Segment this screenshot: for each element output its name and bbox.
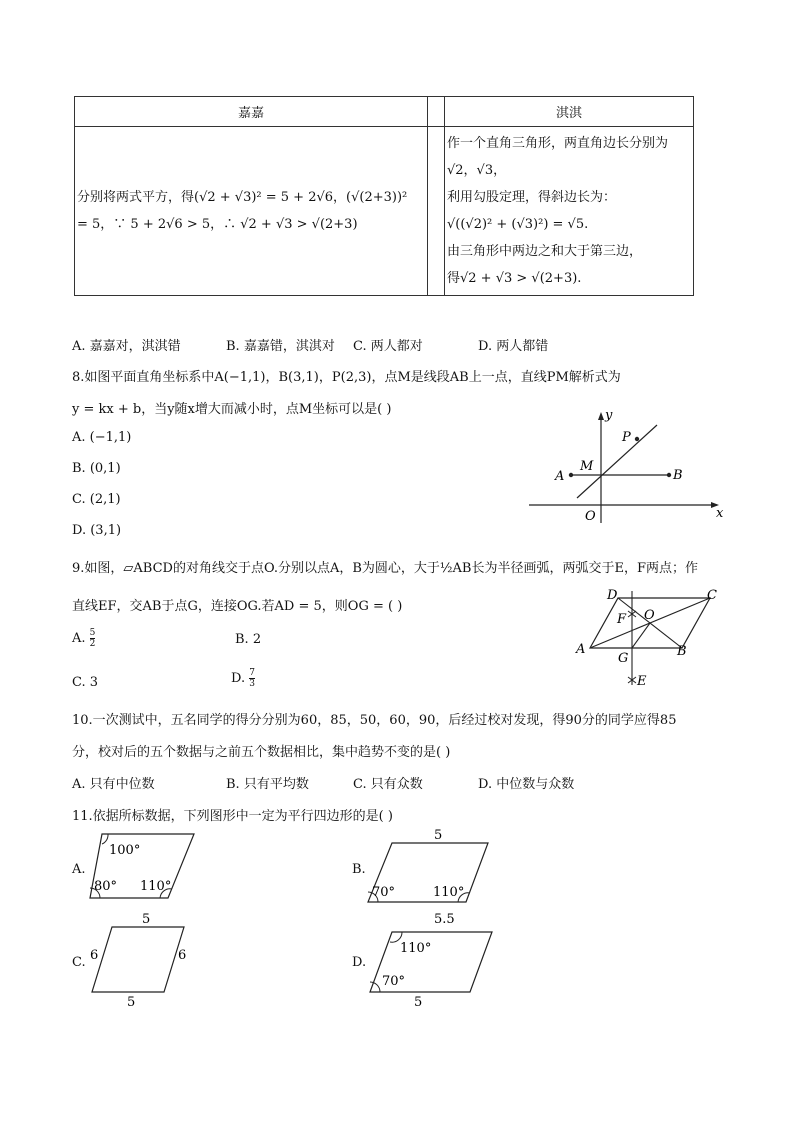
q8-coordinate-figure [525, 405, 730, 525]
q9-parallelogram-figure [570, 585, 720, 691]
jiajia-cell [75, 127, 428, 296]
label-g: G [618, 651, 629, 666]
q7-option-a: A. 嘉嘉对，淇淇错 [72, 339, 181, 354]
q9-option-d [231, 668, 255, 689]
angle-label-70: 70° [372, 885, 396, 900]
angle-arc-a1-icon [102, 834, 108, 844]
side-label-top: 5 [434, 828, 443, 843]
qiqi-line-6: 得√2 + √3 > √(2+3). [447, 271, 582, 286]
q9-option-b: B. 2 [235, 632, 262, 647]
label-x: x [716, 506, 724, 521]
point-p [635, 437, 639, 441]
q9-option-a-fraction [90, 628, 96, 649]
angle-label-100: 100° [109, 843, 141, 858]
q7-option-c: C. 两人都对 [353, 339, 423, 354]
side-label-top: 5 [142, 912, 151, 927]
q9-d-numerator: 7 [249, 668, 255, 678]
angle-label-110: 110° [140, 879, 172, 894]
table-spacer-2 [428, 127, 445, 296]
qiqi-line-1: 作一个直角三角形，两直角边长分别为 [447, 136, 669, 151]
quadrilateral-c [92, 927, 187, 992]
label-b: B [673, 468, 683, 483]
q9-option-d-fraction [249, 668, 255, 689]
label-o: O [585, 509, 596, 524]
jiajia-header: 嘉嘉 [75, 97, 428, 127]
q9-option-c: C. 3 [72, 675, 99, 690]
y-axis-arrow-icon [598, 412, 604, 420]
label-e: E [637, 674, 647, 689]
jiajia-line-2: = 5，∵ 5 + 2√6 > 5，∴ √2 + √3 > √(2+3) [77, 217, 358, 232]
label-o: O [644, 608, 655, 623]
comparison-table [74, 96, 694, 296]
q8-option-a: A. (−1,1) [72, 430, 132, 445]
q11-figure-d [362, 926, 496, 1008]
q8-option-d: D. (3,1) [72, 523, 122, 538]
jiajia-line-1: 分别将两式平方，得(√2 + √3)² = 5 + 2√6，(√(2+3))² [77, 190, 408, 205]
label-y: y [605, 408, 613, 423]
label-c: C [707, 588, 717, 603]
q8-option-c: C. (2,1) [72, 492, 121, 507]
q9-d-denominator: 3 [249, 679, 255, 689]
label-a: A [555, 469, 565, 484]
q8-option-b: B. (0,1) [72, 461, 121, 476]
side-label-bottom: 5.5 [434, 912, 455, 927]
label-a: A [576, 642, 586, 657]
label-f: F [617, 612, 627, 627]
side-label-bottom: 5 [127, 995, 136, 1010]
q7-option-b: B. 嘉嘉错，淇淇对 [226, 339, 335, 354]
q9-option-d-prefix: D. [231, 671, 246, 686]
q9-stem-line-2: 直线EF，交AB于点G，连接OG.若AD = 5，则OG = ( ) [72, 599, 403, 614]
q11-stem: 11.依据所标数据，下列图形中一定为平行四边形的是( ) [72, 809, 393, 824]
q11-option-a-label: A. [72, 862, 86, 877]
label-b: B [677, 644, 687, 659]
q9-option-a [72, 628, 95, 649]
label-d: D [607, 588, 618, 603]
angle-label-70: 70° [382, 974, 406, 989]
q10-option-d: D. 中位数与众数 [478, 777, 575, 792]
q9-option-a-prefix: A. [72, 631, 86, 646]
q11-option-c-label: C. [72, 955, 86, 970]
side-label-right: 6 [178, 948, 187, 963]
q10-option-a: A. 只有中位数 [72, 777, 155, 792]
qiqi-line-5: 由三角形中两边之和大于第三边， [447, 244, 643, 259]
q10-option-c: C. 只有众数 [353, 777, 423, 792]
angle-label-80: 80° [94, 879, 118, 894]
angle-label-110: 110° [433, 885, 465, 900]
q11-option-d-label: D. [352, 955, 367, 970]
q10-option-b: B. 只有平均数 [226, 777, 309, 792]
q11-figure-c [84, 910, 200, 1010]
point-b [667, 473, 671, 477]
point-a [569, 473, 573, 477]
q9-a-denominator: 2 [89, 639, 96, 649]
qiqi-line-3: 利用勾股定理，得斜边长为： [447, 190, 617, 205]
q9-stem-line-1: 9.如图，▱ABCD的对角线交于点O.分别以点A，B为圆心，大于½AB长为半径画弧，两弧交于E，F两点；作 [72, 561, 698, 576]
q10-stem-line-1: 10.一次测试中，五名同学的得分分别为60，85，50，60，90，后经过校对发现，得90分的同学应得85 [72, 713, 677, 728]
q8-stem-line-1: 8.如图平面直角坐标系中A(−1,1)，B(3,1)，P(2,3)，点M是线段AB上一点，直线PM解析式为 [72, 370, 621, 385]
label-m: M [580, 459, 594, 474]
label-p: P [622, 430, 631, 445]
qiqi-line-4: √((√2)² + (√3)²) = √5. [447, 217, 589, 232]
q11-option-b-label: B. [352, 862, 366, 877]
qiqi-header: 淇淇 [445, 97, 694, 127]
angle-label-110: 110° [400, 941, 432, 956]
q7-option-d: D. 两人都错 [478, 339, 549, 354]
q11-figure-b [362, 826, 496, 930]
q10-stem-line-2: 分，校对后的五个数据与之前五个数据相比，集中趋势不变的是( ) [72, 745, 451, 760]
side-label-bottom: 5 [414, 995, 423, 1008]
qiqi-cell [445, 127, 694, 296]
q8-stem-line-2: y = kx + b，当y随x增大而减小时，点M坐标可以是( ) [72, 402, 392, 417]
q9-a-numerator: 5 [89, 628, 96, 638]
table-spacer [428, 97, 445, 127]
q11-figure-a [84, 828, 200, 902]
side-label-left: 6 [90, 948, 99, 963]
qiqi-line-2: √2，√3， [447, 163, 507, 178]
